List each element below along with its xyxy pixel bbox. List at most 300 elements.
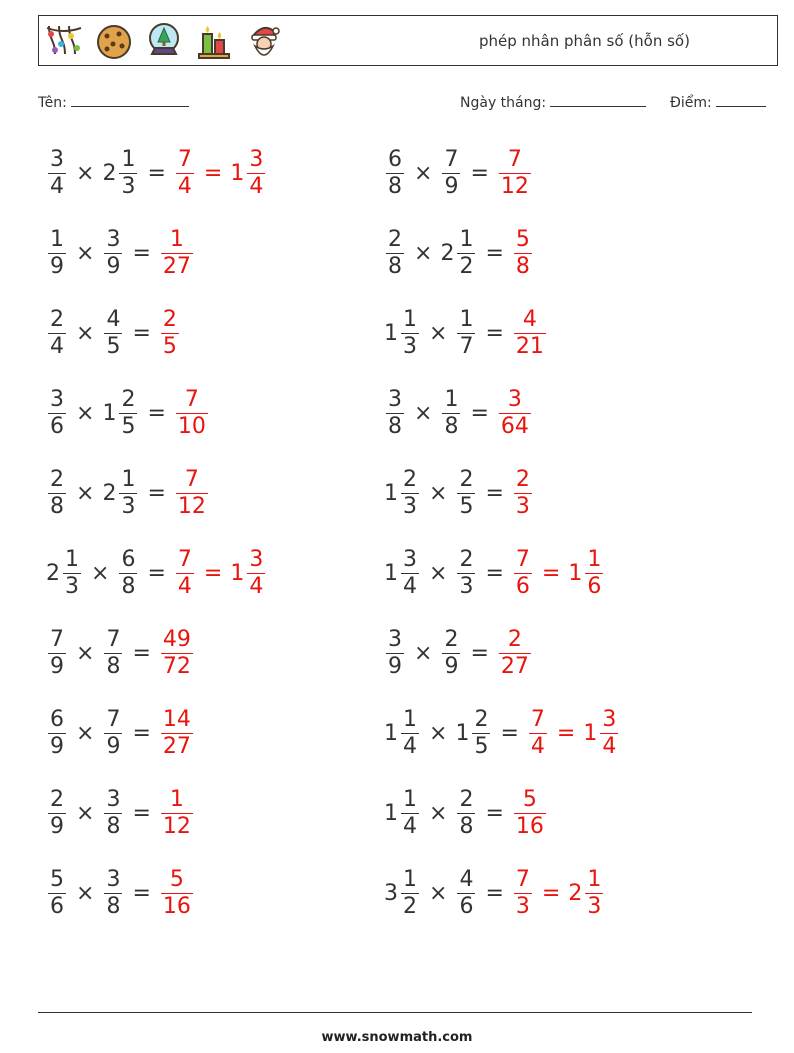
mixed-number — [102, 466, 139, 519]
equals-sign: = — [485, 880, 504, 906]
mixed-number — [440, 386, 462, 439]
denominator: 3 — [65, 573, 79, 599]
numerator: 5 — [169, 866, 184, 892]
numerator: 7 — [177, 146, 192, 172]
mixed-number — [455, 866, 477, 919]
denominator: 10 — [177, 413, 206, 439]
times-sign: × — [76, 880, 95, 906]
numerator: 6 — [121, 546, 136, 572]
equals-sign: = — [147, 480, 166, 506]
mixed-number — [568, 546, 605, 599]
mixed-number — [46, 306, 68, 359]
whole-part: 1 — [230, 160, 245, 186]
numerator: 2 — [162, 306, 177, 332]
fraction — [176, 546, 194, 599]
whole-part: 1 — [384, 320, 398, 346]
equals-sign: = — [147, 160, 166, 186]
answer — [159, 866, 195, 919]
denominator: 5 — [162, 333, 177, 359]
numerator: 2 — [444, 626, 459, 652]
fraction — [457, 226, 475, 279]
denominator: 27 — [162, 253, 191, 279]
numerator: 5 — [515, 226, 530, 252]
problem-item — [46, 701, 195, 765]
fraction — [161, 306, 179, 359]
mixed-number — [455, 546, 477, 599]
denominator: 9 — [388, 653, 402, 679]
denominator: 8 — [106, 653, 121, 679]
denominator: 9 — [50, 733, 64, 759]
fraction — [386, 146, 404, 199]
numerator: 1 — [587, 866, 602, 892]
fraction — [585, 546, 603, 599]
numerator: 4 — [459, 866, 474, 892]
denominator: 3 — [587, 893, 602, 919]
answer-equals-sign: = — [203, 560, 223, 586]
answer-equals-sign: = — [541, 560, 561, 586]
fraction — [48, 466, 66, 519]
numerator: 1 — [403, 866, 417, 892]
answer — [174, 386, 210, 439]
numerator: 3 — [602, 706, 617, 732]
santa-icon — [243, 20, 285, 62]
whole-part: 1 — [384, 720, 398, 746]
denominator: 9 — [50, 253, 64, 279]
equals-sign: = — [132, 880, 151, 906]
denominator: 5 — [459, 493, 474, 519]
numerator: 2 — [388, 226, 402, 252]
times-sign: × — [429, 800, 448, 826]
numerator: 6 — [50, 706, 64, 732]
fraction — [401, 466, 419, 519]
denominator: 9 — [444, 653, 459, 679]
mixed-number — [174, 466, 210, 519]
denominator: 27 — [500, 653, 529, 679]
mixed-number — [512, 466, 534, 519]
problem-item — [46, 141, 267, 205]
denominator: 16 — [515, 813, 544, 839]
mixed-number — [568, 866, 605, 919]
whole-part: 2 — [102, 160, 117, 186]
denominator: 5 — [106, 333, 121, 359]
fraction — [119, 386, 137, 439]
mixed-number — [512, 866, 534, 919]
denominator: 4 — [177, 173, 192, 199]
times-sign: × — [76, 400, 95, 426]
numerator: 7 — [106, 706, 121, 732]
numerator: 2 — [515, 466, 530, 492]
answer — [159, 706, 195, 759]
numerator: 7 — [177, 546, 192, 572]
fraction — [499, 146, 531, 199]
problem-item — [384, 461, 534, 525]
problem-item — [384, 301, 548, 365]
equals-sign: = — [470, 160, 489, 186]
fraction — [48, 786, 66, 839]
date-field[interactable] — [460, 92, 646, 111]
numerator: 3 — [388, 386, 402, 412]
mixed-number — [384, 706, 421, 759]
mixed-number — [102, 786, 124, 839]
answer — [497, 146, 533, 199]
numerator: 1 — [121, 466, 136, 492]
mixed-number — [46, 546, 83, 599]
whole-part: 2 — [102, 480, 117, 506]
whole-part: 1 — [384, 560, 398, 586]
fraction — [104, 866, 122, 919]
denominator: 6 — [50, 413, 64, 439]
mixed-number — [102, 226, 124, 279]
fraction — [104, 706, 122, 759]
name-label: Tên: — [38, 95, 67, 111]
mixed-number — [46, 866, 68, 919]
denominator: 6 — [459, 893, 474, 919]
mixed-number — [512, 786, 548, 839]
fraction — [176, 386, 208, 439]
numerator: 7 — [530, 706, 545, 732]
fraction — [161, 706, 193, 759]
denominator: 6 — [587, 573, 602, 599]
denominator: 8 — [388, 173, 402, 199]
problem-item — [46, 381, 210, 445]
denominator: 3 — [403, 333, 417, 359]
denominator: 3 — [121, 493, 136, 519]
denominator: 7 — [459, 333, 474, 359]
fraction — [442, 626, 460, 679]
fraction — [401, 546, 419, 599]
problem-item — [384, 221, 534, 285]
mixed-number — [102, 626, 124, 679]
equals-sign: = — [485, 800, 504, 826]
times-sign: × — [414, 160, 433, 186]
date-label: Ngày tháng: — [460, 95, 547, 111]
mixed-number — [384, 226, 406, 279]
fraction — [104, 626, 122, 679]
times-sign: × — [429, 480, 448, 506]
problem-item — [384, 781, 548, 845]
fraction — [386, 226, 404, 279]
numerator: 1 — [403, 306, 417, 332]
numerator: 3 — [403, 546, 417, 572]
times-sign: × — [414, 640, 433, 666]
candles-icon — [193, 20, 235, 62]
numerator: 3 — [106, 786, 121, 812]
denominator: 12 — [177, 493, 206, 519]
times-sign: × — [91, 560, 110, 586]
mixed-number — [455, 306, 477, 359]
fraction — [48, 866, 66, 919]
equals-sign: = — [132, 640, 151, 666]
numerator: 1 — [459, 226, 474, 252]
numerator: 3 — [388, 626, 402, 652]
answer — [512, 866, 605, 919]
denominator: 8 — [50, 493, 64, 519]
denominator: 2 — [403, 893, 417, 919]
mixed-number — [159, 306, 181, 359]
denominator: 4 — [602, 733, 617, 759]
fraction — [161, 786, 193, 839]
equals-sign: = — [132, 240, 151, 266]
denominator: 4 — [249, 573, 264, 599]
mixed-number — [46, 466, 68, 519]
fraction — [119, 146, 137, 199]
mixed-number — [384, 466, 421, 519]
mixed-number — [230, 546, 267, 599]
footer-url: www.snowmath.com — [321, 1030, 473, 1045]
fraction — [48, 706, 66, 759]
answer — [512, 226, 534, 279]
name-blank[interactable] — [71, 92, 189, 107]
numerator: 14 — [162, 706, 191, 732]
mixed-number — [455, 786, 477, 839]
fraction — [104, 226, 122, 279]
numerator: 1 — [121, 146, 136, 172]
numerator: 1 — [444, 386, 459, 412]
problem-item — [46, 781, 195, 845]
answer — [512, 306, 548, 359]
answer — [159, 786, 195, 839]
whole-part: 1 — [384, 800, 398, 826]
mixed-number — [102, 146, 139, 199]
equals-sign: = — [500, 720, 519, 746]
answer — [497, 386, 533, 439]
mixed-number — [440, 226, 477, 279]
fraction — [401, 306, 419, 359]
equals-sign: = — [132, 800, 151, 826]
mixed-number — [384, 866, 421, 919]
problem-item — [384, 621, 533, 685]
numerator: 7 — [184, 466, 199, 492]
whole-part: 1 — [384, 480, 398, 506]
mixed-number — [46, 626, 68, 679]
numerator: 1 — [169, 226, 184, 252]
fraction — [48, 386, 66, 439]
mixed-number — [102, 706, 124, 759]
denominator: 72 — [162, 653, 191, 679]
mixed-number — [497, 386, 533, 439]
fraction — [600, 706, 618, 759]
answer — [512, 786, 548, 839]
mixed-number — [497, 146, 533, 199]
denominator: 4 — [403, 813, 417, 839]
denominator: 3 — [121, 173, 136, 199]
date-blank[interactable] — [550, 92, 646, 107]
denominator: 12 — [500, 173, 529, 199]
mixed-number — [46, 386, 68, 439]
problem-item — [46, 621, 195, 685]
name-field[interactable] — [38, 92, 189, 111]
fraction — [514, 786, 546, 839]
mixed-number — [512, 546, 534, 599]
fraction — [119, 466, 137, 519]
mixed-number — [455, 706, 492, 759]
answer — [174, 546, 267, 599]
problem-item — [384, 141, 533, 205]
mixed-number — [440, 146, 462, 199]
mixed-number — [46, 786, 68, 839]
times-sign: × — [76, 640, 95, 666]
numerator: 7 — [106, 626, 121, 652]
denominator: 21 — [515, 333, 544, 359]
mixed-number — [512, 226, 534, 279]
denominator: 3 — [515, 893, 530, 919]
denominator: 9 — [444, 173, 459, 199]
times-sign: × — [429, 880, 448, 906]
denominator: 8 — [444, 413, 459, 439]
denominator: 3 — [459, 573, 474, 599]
times-sign: × — [429, 320, 448, 346]
fraction — [401, 786, 419, 839]
numerator: 7 — [50, 626, 64, 652]
numerator: 3 — [507, 386, 522, 412]
fraction — [529, 706, 547, 759]
mixed-number — [174, 546, 196, 599]
mixed-number — [102, 866, 124, 919]
mixed-number — [46, 146, 68, 199]
denominator: 27 — [162, 733, 191, 759]
mixed-number — [102, 306, 124, 359]
times-sign: × — [429, 720, 448, 746]
equals-sign: = — [132, 320, 151, 346]
denominator: 4 — [177, 573, 192, 599]
mixed-number — [230, 146, 267, 199]
fraction — [48, 226, 66, 279]
fraction — [514, 546, 532, 599]
answer-equals-sign: = — [556, 720, 576, 746]
numerator: 2 — [507, 626, 522, 652]
mixed-number — [583, 706, 620, 759]
numerator: 5 — [50, 866, 64, 892]
problem-item — [46, 461, 210, 525]
numerator: 2 — [474, 706, 489, 732]
mixed-number — [174, 386, 210, 439]
problem-item — [46, 541, 267, 605]
whole-part: 2 — [440, 240, 455, 266]
denominator: 8 — [106, 893, 121, 919]
denominator: 8 — [515, 253, 530, 279]
times-sign: × — [429, 560, 448, 586]
numerator: 49 — [162, 626, 191, 652]
fraction — [457, 786, 475, 839]
numerator: 3 — [249, 546, 264, 572]
mixed-number — [384, 626, 406, 679]
fraction — [585, 866, 603, 919]
denominator: 5 — [474, 733, 489, 759]
equals-sign: = — [485, 560, 504, 586]
fraction — [499, 626, 531, 679]
numerator: 2 — [403, 466, 417, 492]
numerator: 3 — [50, 386, 64, 412]
fraction — [499, 386, 531, 439]
times-sign: × — [76, 800, 95, 826]
whole-part: 2 — [46, 560, 60, 586]
numerator: 1 — [65, 546, 79, 572]
numerator: 7 — [515, 546, 530, 572]
score-blank[interactable] — [716, 92, 766, 107]
footer-divider — [38, 1012, 752, 1013]
numerator: 3 — [106, 866, 121, 892]
denominator: 16 — [162, 893, 191, 919]
times-sign: × — [414, 240, 433, 266]
sheet-title: phép nhân phân số (hỗn số) — [479, 32, 690, 50]
fraction — [386, 626, 404, 679]
equals-sign: = — [485, 240, 504, 266]
fraction — [401, 706, 419, 759]
equals-sign: = — [147, 400, 166, 426]
answer-equals-sign: = — [203, 160, 223, 186]
mixed-number — [512, 306, 548, 359]
numerator: 5 — [522, 786, 537, 812]
fraction — [472, 706, 490, 759]
lights-icon — [43, 20, 85, 62]
mixed-number — [102, 386, 139, 439]
numerator: 2 — [459, 466, 474, 492]
mixed-number — [159, 866, 195, 919]
numerator: 2 — [50, 306, 64, 332]
times-sign: × — [76, 480, 95, 506]
numerator: 1 — [403, 786, 417, 812]
fraction — [442, 146, 460, 199]
numerator: 1 — [50, 226, 64, 252]
denominator: 6 — [515, 573, 530, 599]
header-box — [38, 15, 778, 66]
times-sign: × — [76, 160, 95, 186]
times-sign: × — [76, 240, 95, 266]
problem-item — [384, 541, 605, 605]
fraction — [514, 466, 532, 519]
denominator: 3 — [515, 493, 530, 519]
denominator: 12 — [162, 813, 191, 839]
mixed-number — [384, 546, 421, 599]
denominator: 9 — [50, 653, 64, 679]
denominator: 8 — [459, 813, 474, 839]
numerator: 4 — [106, 306, 121, 332]
fraction — [63, 546, 81, 599]
mixed-number — [384, 386, 406, 439]
whole-part: 1 — [455, 720, 470, 746]
fraction — [104, 786, 122, 839]
whole-part: 1 — [102, 400, 117, 426]
numerator: 7 — [444, 146, 459, 172]
denominator: 64 — [500, 413, 529, 439]
score-label: Điểm: — [670, 95, 712, 111]
fraction — [176, 466, 208, 519]
mixed-number — [384, 786, 421, 839]
denominator: 4 — [530, 733, 545, 759]
times-sign: × — [414, 400, 433, 426]
mixed-number — [159, 786, 195, 839]
denominator: 8 — [388, 413, 402, 439]
denominator: 4 — [249, 173, 264, 199]
answer — [159, 226, 195, 279]
numerator: 3 — [106, 226, 121, 252]
fraction — [457, 546, 475, 599]
denominator: 5 — [121, 413, 136, 439]
numerator: 7 — [507, 146, 522, 172]
denominator: 9 — [106, 253, 121, 279]
answer — [174, 146, 267, 199]
equals-sign: = — [485, 480, 504, 506]
fraction — [401, 866, 419, 919]
answer — [512, 466, 534, 519]
fraction — [442, 386, 460, 439]
fraction — [514, 866, 532, 919]
fraction — [514, 226, 532, 279]
denominator: 8 — [388, 253, 402, 279]
score-field[interactable] — [670, 92, 766, 111]
fraction — [119, 546, 137, 599]
numerator: 7 — [515, 866, 530, 892]
